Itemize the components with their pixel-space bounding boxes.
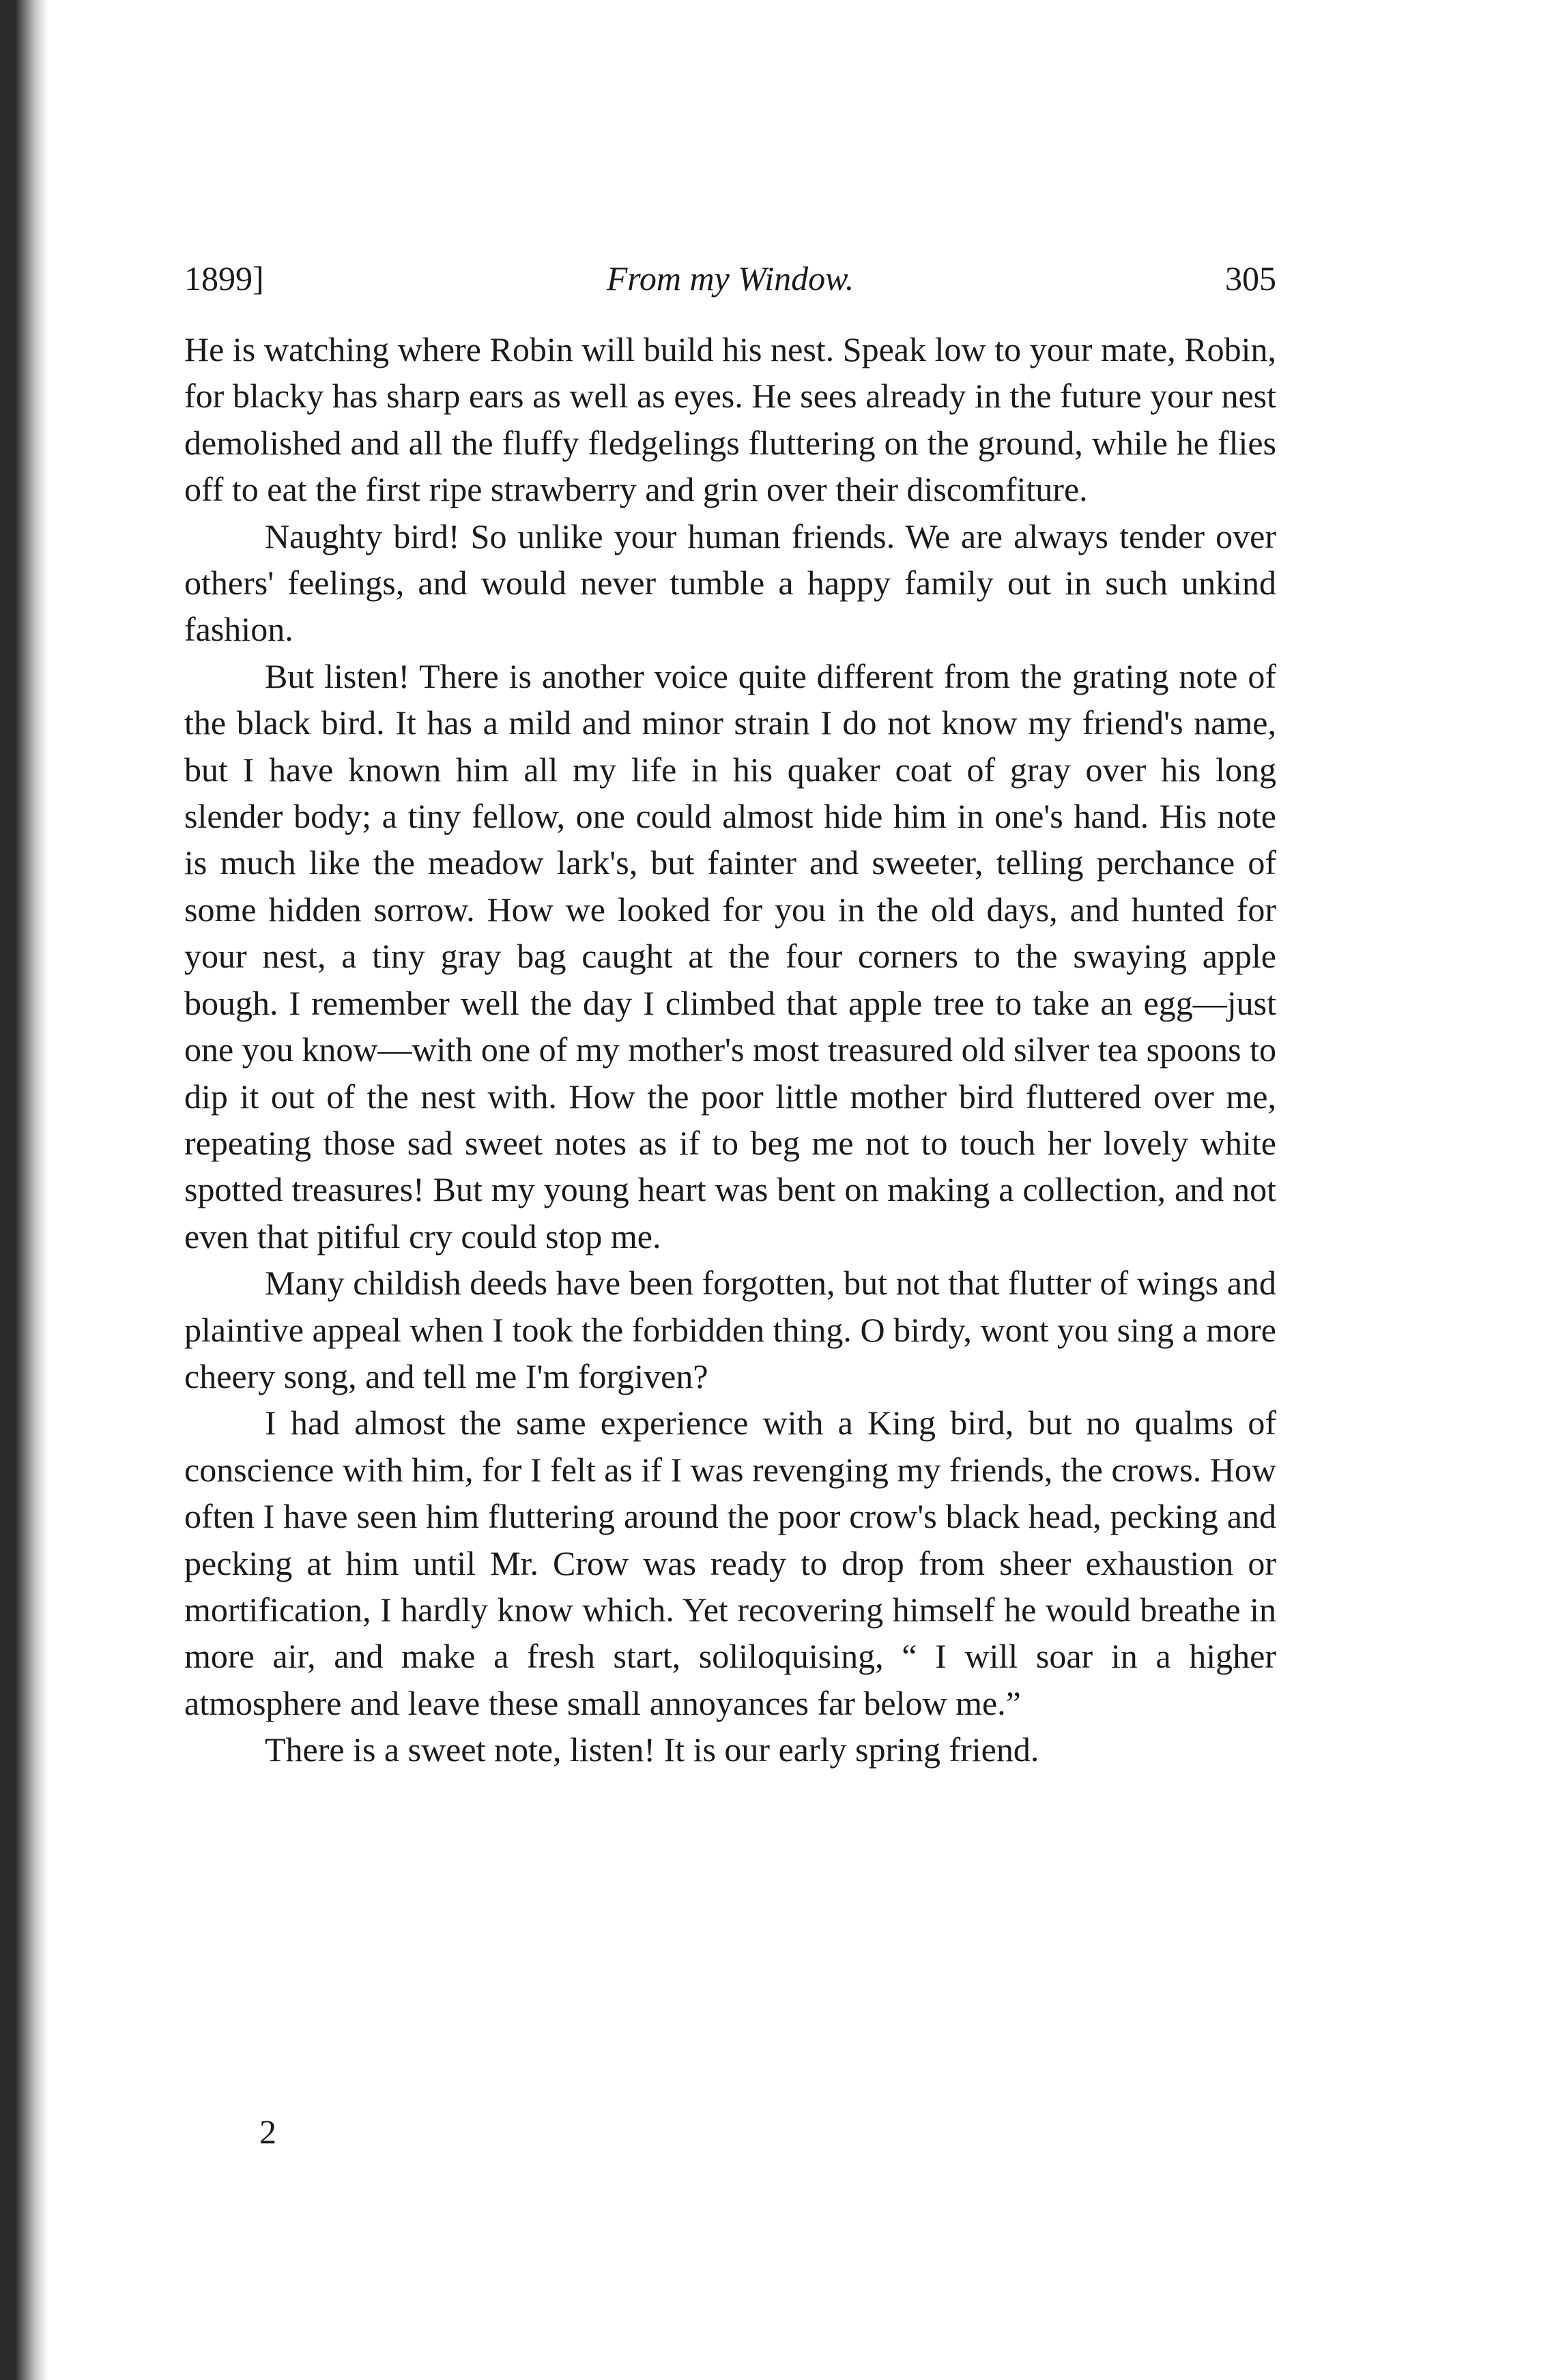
paragraph-3: But listen! There is another voice quite different from the grating note of the black bird. It has a mild and minor strain I do not know my friend's name, but I have known him all my life in his quaker coat of gray over his long slender body; a tiny fellow, one could almost hide him in one's hand. His note is much like the meadow lark's, but fainter and sweeter, telling perchance of some hidden sorrow. How we looked for you in the old days, and hunted for your nest, a tiny gray bag caught at the four corners to the swaying apple bough. I remember well the day I climbed that apple tree to take an egg—just one you know—with one of my mother's most treasured old silver tea spoons to dip it out of the nest with. How the poor little mother bird fluttered over me, repeating those sad sweet notes as if to beg me not to touch her lovely white spotted treasures! But my young heart was bent on making a collection, and not even that pitiful cry could stop me. xyxy=(184,656,1276,1256)
paragraph-4: Many childish deeds have been forgotten, but not that flutter of wings and plaintive appeal when I took the forbidden thing. O birdy, wont you sing a more cheery song, and tell me I'm forgiven? xyxy=(184,1264,1276,1395)
scanned-binding-edge xyxy=(0,0,48,2380)
page-number: 305 xyxy=(1225,259,1276,298)
running-head xyxy=(184,251,1276,306)
paragraph-2: Naughty bird! So unlike your human friends. We are always tender over others' feelings, and would never tumble a happy family out in such unkind fashion. xyxy=(184,517,1276,649)
paragraph-5: I had almost the same experience with a King bird, but no qualms of conscience with him, for I felt as if I was revenging my friends, the crows. How often I have seen him fluttering around the poor crow's black head, pecking and pecking at him until Mr. Crow was ready to drop from sheer exhaustion or mortification, I hardly know which. Yet recovering himself he would breathe in more air, and make a fresh start, soliloquising, “ I will soar in a higher atmosphere and leave these small annoyances far below me.” xyxy=(184,1404,1276,1722)
paragraph-6: There is a sweet note, listen! It is our early spring friend. xyxy=(265,1730,1039,1769)
header-title: From my Window. xyxy=(606,259,854,298)
body-text xyxy=(184,326,1276,1773)
signature-mark: 2 xyxy=(259,2113,276,2151)
header-year: 1899] xyxy=(184,259,264,298)
paragraph-1: He is watching where Robin will build his nest. Speak low to your mate, Robin, for blacky has sharp ears as well as eyes. He sees already in the future your nest demolished and all the fluffy fledgelings fluttering on the ground, while he flies off to eat the first ripe strawberry and grin over their discomfiture. xyxy=(184,330,1276,509)
